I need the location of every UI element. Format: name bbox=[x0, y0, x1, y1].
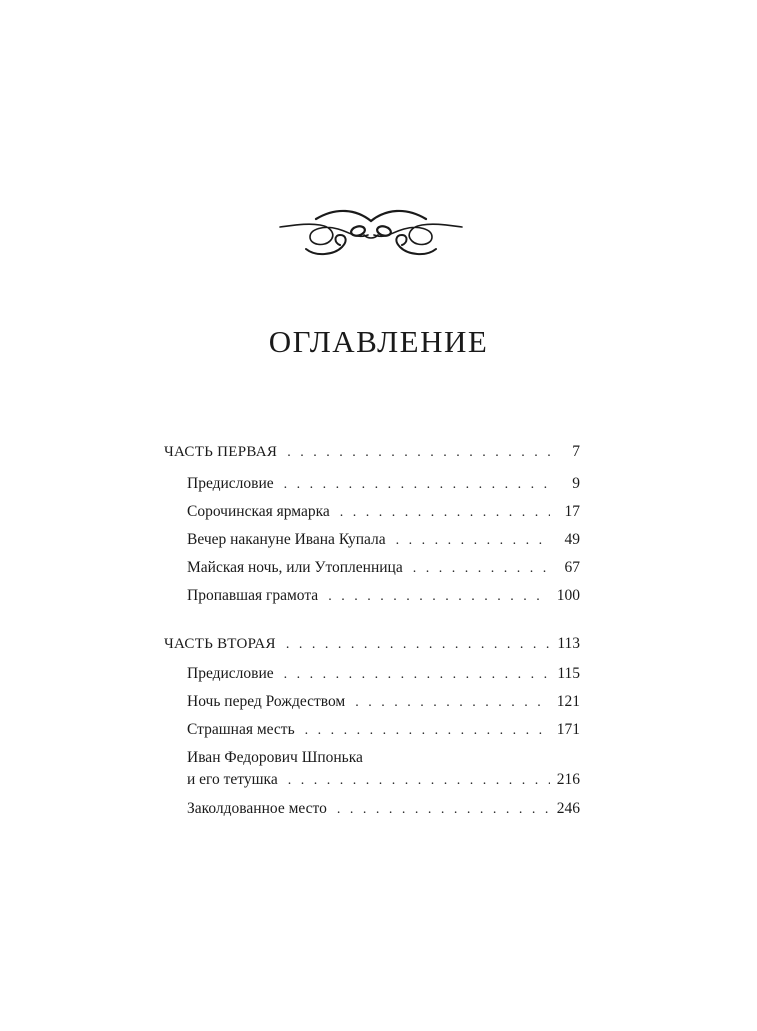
toc-part-label: ЧАСТЬ ПЕРВАЯ bbox=[164, 444, 278, 460]
page-title: ОГЛАВЛЕНИЕ bbox=[268, 324, 489, 359]
toc-entry-first-line[interactable] bbox=[187, 746, 580, 770]
toc-page-number: 115 bbox=[557, 665, 580, 682]
toc-part-second[interactable] bbox=[164, 632, 580, 656]
toc-entry[interactable] bbox=[187, 528, 580, 552]
toc-entry[interactable] bbox=[187, 556, 580, 580]
toc-entry-label: Предисловие bbox=[187, 665, 274, 682]
toc-page-number: 49 bbox=[564, 531, 580, 548]
toc-entry-label: Иван Федорович Шпонька bbox=[187, 749, 363, 766]
leader-dots bbox=[286, 633, 550, 657]
toc-entry-label: и его тетушка bbox=[187, 771, 278, 788]
leader-dots bbox=[288, 769, 550, 793]
toc-entry-label: Сорочинская ярмарка bbox=[187, 503, 330, 520]
toc-entry-label: Предисловие bbox=[187, 475, 274, 492]
leader-dots bbox=[305, 719, 550, 743]
leader-dots bbox=[284, 663, 550, 687]
toc-page-number: 100 bbox=[556, 587, 580, 604]
leader-dots bbox=[284, 473, 550, 497]
leader-dots bbox=[287, 441, 550, 465]
toc-entry[interactable] bbox=[187, 662, 580, 686]
toc-page-number: 246 bbox=[556, 800, 580, 817]
leader-dots bbox=[396, 529, 550, 553]
toc-entry[interactable] bbox=[187, 500, 580, 524]
leader-dots bbox=[328, 585, 550, 609]
leader-dots bbox=[413, 557, 550, 581]
toc-entry[interactable] bbox=[187, 768, 580, 792]
flourish-ornament-icon bbox=[276, 205, 466, 261]
toc-page-number: 9 bbox=[572, 475, 580, 492]
toc-part-label: ЧАСТЬ ВТОРАЯ bbox=[164, 636, 276, 652]
toc-page-number: 17 bbox=[564, 503, 580, 520]
toc-entry-label: Ночь перед Рождеством bbox=[187, 693, 346, 710]
toc-page-number: 121 bbox=[556, 693, 580, 710]
toc-part-first[interactable] bbox=[164, 440, 580, 464]
toc-entry[interactable] bbox=[187, 690, 580, 714]
leader-dots bbox=[337, 798, 550, 822]
toc-entry[interactable] bbox=[187, 472, 580, 496]
toc-entry-label: Страшная месть bbox=[187, 721, 295, 738]
leader-dots bbox=[340, 501, 550, 525]
toc-entry-label: Пропавшая грамота bbox=[187, 587, 319, 604]
toc-page-number: 67 bbox=[564, 559, 580, 576]
toc-entry-label: Вечер накануне Ивана Купала bbox=[187, 531, 386, 548]
toc-entry-label: Заколдованное место bbox=[187, 800, 327, 817]
toc-page-number: 171 bbox=[556, 721, 580, 738]
toc-entry[interactable] bbox=[187, 718, 580, 742]
leader-dots bbox=[355, 691, 550, 715]
toc-page-number: 216 bbox=[556, 771, 580, 788]
toc-page-number: 7 bbox=[572, 443, 580, 460]
toc-entry[interactable] bbox=[187, 584, 580, 608]
toc-entry-label: Майская ночь, или Утопленница bbox=[187, 559, 403, 576]
toc-page-number: 113 bbox=[557, 635, 580, 652]
toc-entry[interactable] bbox=[187, 797, 580, 821]
